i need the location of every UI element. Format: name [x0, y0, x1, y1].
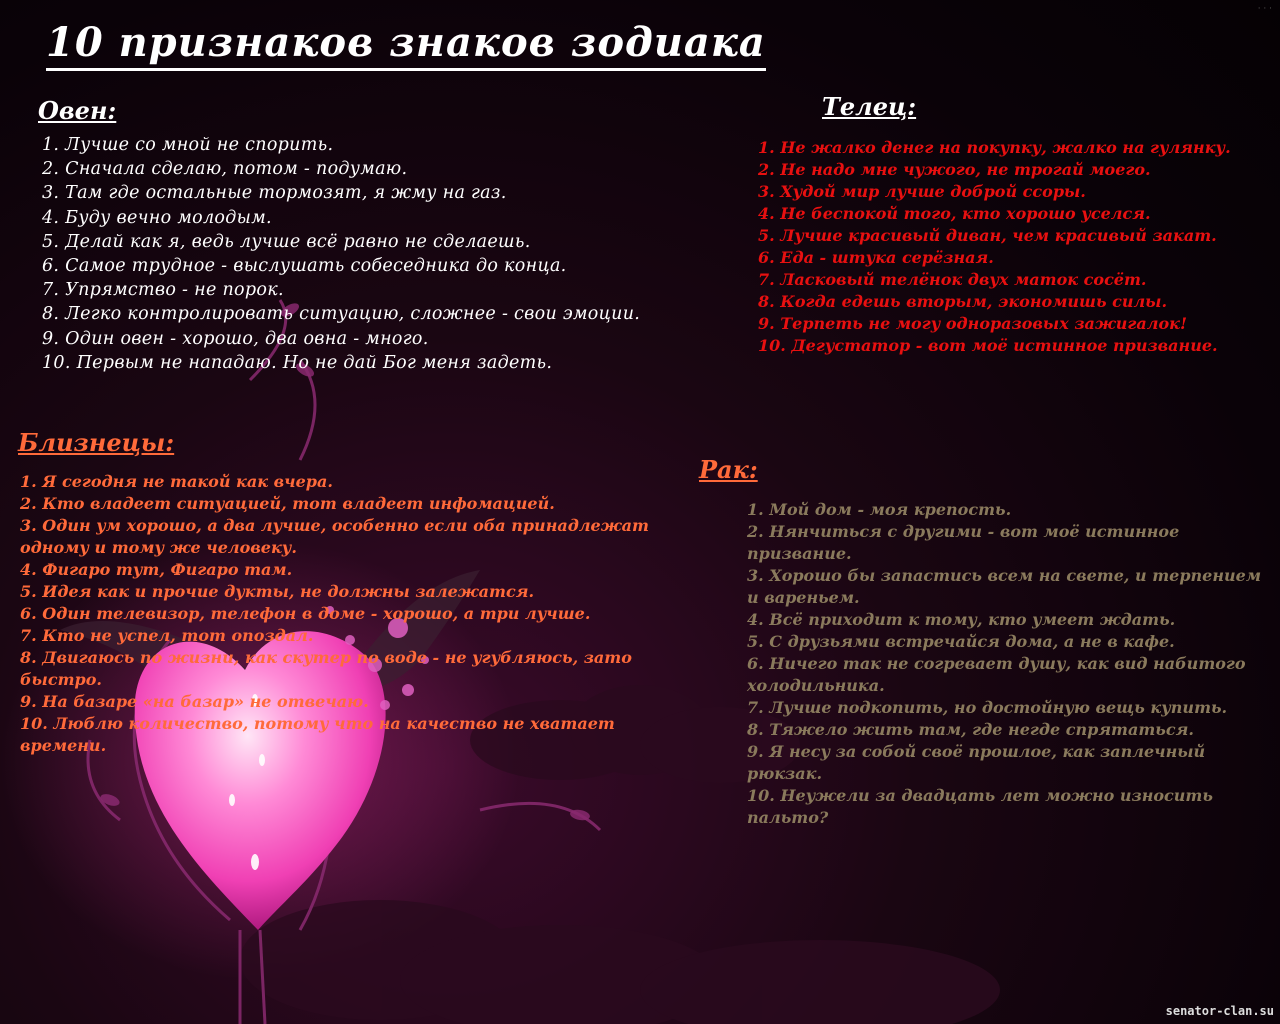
list-item: 10. Первым не нападаю. Но не дай Бог меня задеть.: [42, 352, 553, 373]
gemini-list: [20, 471, 690, 757]
cancer-list: [747, 499, 1277, 829]
list-item: 4. Буду вечно молодым.: [42, 207, 272, 228]
list-item: 10. Люблю количество, потому что на качество не хватает времени.: [20, 714, 615, 755]
list-item: 9. Я несу за собой своё прошлое, как заплечный рюкзак.: [747, 742, 1206, 783]
list-item: 9. На базаре «на базар» не отвечаю.: [20, 692, 369, 711]
list-item: 7. Кто не успел, тот опоздал.: [20, 626, 314, 645]
list-item: 4. Фигаро тут, Фигаро там.: [20, 560, 293, 579]
aries-heading: Овен:: [38, 96, 117, 125]
list-item: 8. Тяжело жить там, где негде спрятаться.: [747, 720, 1194, 739]
list-item: 5. С друзьями встречайся дома, а не в кафе.: [747, 632, 1175, 651]
cancer-heading: Рак:: [699, 455, 758, 484]
list-item: 4. Всё приходит к тому, кто умеет ждать.: [747, 610, 1176, 629]
list-item: 10. Дегустатор - вот моё истинное призвание.: [758, 336, 1218, 355]
aries-list: [42, 133, 762, 375]
list-item: 8. Двигаюсь по жизни, как скутер по воде - не угубляюсь, зато быстро.: [20, 648, 632, 689]
page-title: 10 признаков знаков зодиака: [46, 18, 766, 71]
list-item: 7. Лучше подкопить, но достойную вещь купить.: [747, 698, 1228, 717]
list-item: 9. Терпеть не могу одноразовых зажигалок!: [758, 314, 1188, 333]
list-item: 8. Легко контролировать ситуацию, сложнее - свои эмоции.: [42, 304, 641, 325]
list-item: 8. Когда едешь вторым, экономишь силы.: [758, 292, 1168, 311]
top-corner-mark: · · ·: [1257, 4, 1272, 14]
list-item: 5. Идея как и прочие дукты, не должны залежатся.: [20, 582, 535, 601]
taurus-list: [758, 137, 1238, 357]
list-item: 6. Один телевизор, телефон в доме - хорошо, а три лучше.: [20, 604, 591, 623]
list-item: 7. Упрямство - не порок.: [42, 280, 284, 301]
list-item: 3. Там где остальные тормозят, я жму на газ.: [42, 183, 507, 204]
list-item: 2. Сначала сделаю, потом - подумаю.: [42, 159, 408, 180]
list-item: 10. Неужели за двадцать лет можно износить пальто?: [747, 786, 1213, 827]
list-item: 6. Еда - штука серёзная.: [758, 248, 994, 267]
list-item: 3. Один ум хорошо, а два лучше, особенно если оба принадлежат одному и тому же человеку.: [20, 516, 649, 557]
list-item: 6. Ничего так не согревает душу, как вид набитого холодильника.: [747, 654, 1246, 695]
list-item: 1. Лучше со мной не спорить.: [42, 135, 334, 155]
list-item: 1. Я сегодня не такой как вчера.: [20, 472, 333, 491]
list-item: 2. Не надо мне чужого, не трогай моего.: [758, 160, 1151, 179]
list-item: 9. Один овен - хорошо, два овна - много.: [42, 328, 429, 349]
list-item: 2. Нянчиться с другими - вот моё истинное призвание.: [747, 522, 1180, 563]
list-item: 6. Самое трудное - выслушать собеседника до конца.: [42, 256, 567, 277]
list-item: 1. Не жалко денег на покупку, жалко на гулянку.: [758, 138, 1231, 157]
list-item: 2. Кто владеет ситуацией, тот владеет инфомацией.: [20, 494, 555, 513]
list-item: 7. Ласковый телёнок двух маток сосёт.: [758, 270, 1147, 289]
list-item: 1. Мой дом - моя крепость.: [747, 500, 1012, 519]
taurus-heading: Телец:: [822, 92, 917, 121]
list-item: 5. Делай как я, ведь лучше всё равно не сделаешь.: [42, 231, 531, 252]
watermark: senator-clan.su: [1165, 1004, 1274, 1018]
list-item: 4. Не беспокой того, кто хорошо уселся.: [758, 204, 1151, 223]
list-item: 5. Лучше красивый диван, чем красивый закат.: [758, 226, 1217, 245]
list-item: 3. Худой мир лучше доброй ссоры.: [758, 182, 1086, 201]
gemini-heading: Близнецы:: [18, 428, 175, 457]
list-item: 3. Хорошо бы запастись всем на свете, и терпением и вареньем.: [747, 566, 1262, 607]
